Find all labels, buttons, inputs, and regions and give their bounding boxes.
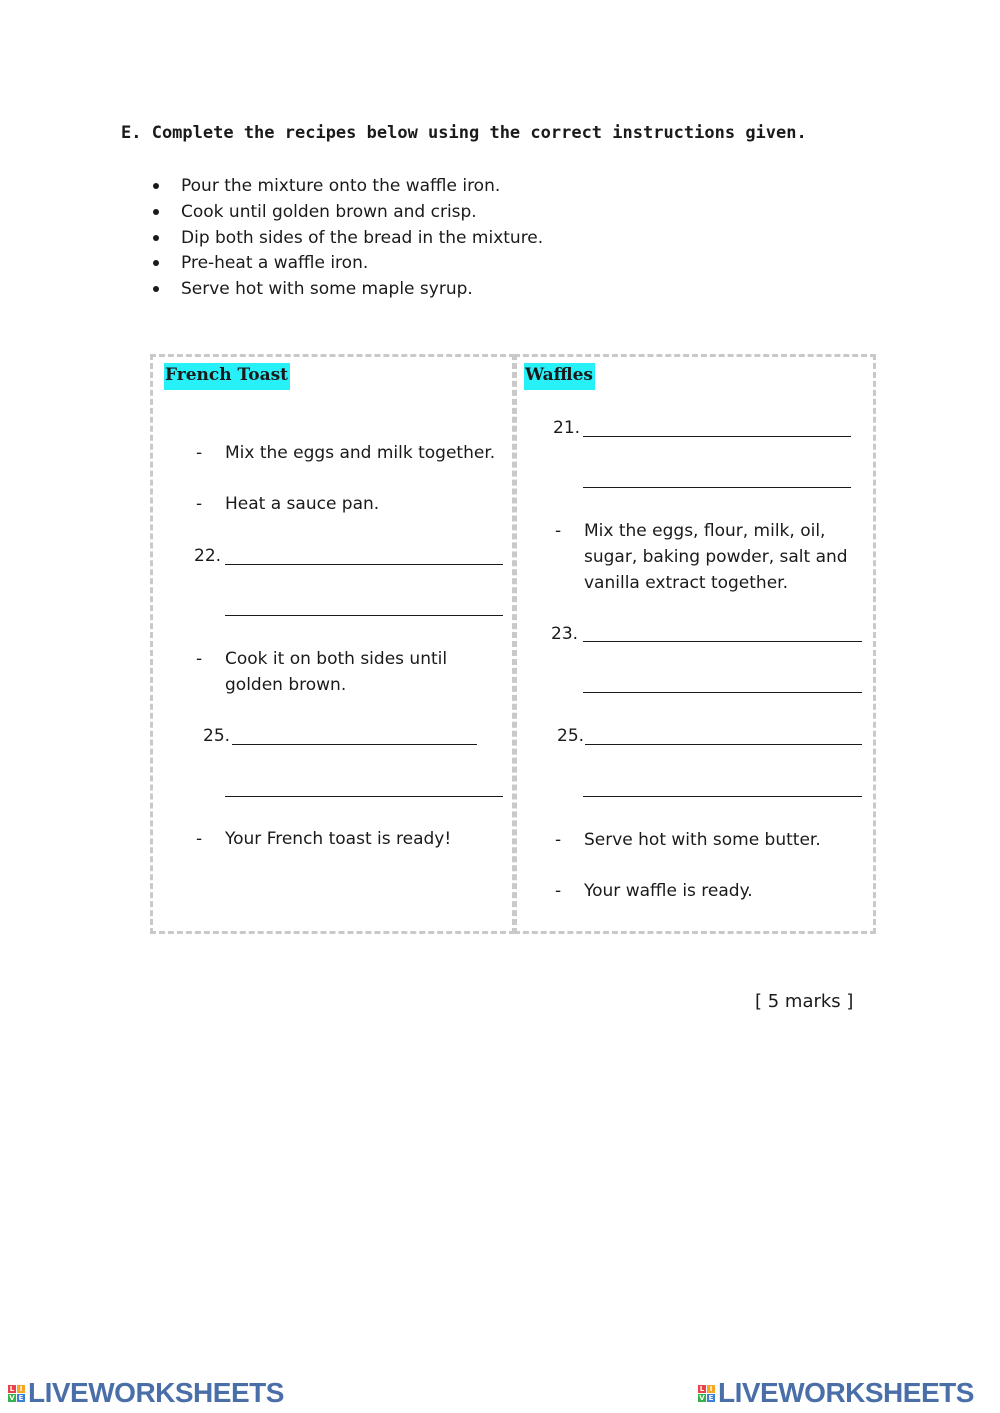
logo-block: E <box>18 1393 24 1402</box>
logo-blocks-icon <box>698 1385 715 1402</box>
answer-blank-25-waffles-line2[interactable] <box>583 796 862 797</box>
footer-logo-left[interactable] <box>8 1377 284 1409</box>
logo-block: V <box>9 1393 15 1402</box>
answer-blank-23[interactable] <box>583 641 862 642</box>
dash-bullet: - <box>196 494 203 514</box>
footer-logo-right[interactable] <box>698 1377 974 1409</box>
answer-blank-25-french-line2[interactable] <box>225 796 503 797</box>
answer-blank-22-line2[interactable] <box>225 615 503 616</box>
logo-block: I <box>707 1385 715 1393</box>
logo-block: L <box>699 1384 705 1393</box>
french-toast-step-heat: Heat a sauce pan. <box>225 494 380 514</box>
waffles-title: Waffles <box>524 363 595 390</box>
instruction-item: Pour the mixture onto the waffle iron. <box>150 174 543 200</box>
instruction-item: Dip both sides of the bread in the mixture. <box>150 226 543 252</box>
french-toast-step-cook-line1: Cook it on both sides until <box>225 649 448 669</box>
french-toast-step-mix: Mix the eggs and milk together. <box>225 443 496 463</box>
dash-bullet: - <box>196 649 203 669</box>
french-toast-title: French Toast <box>164 363 290 390</box>
waffles-step-mix-line2: sugar, baking powder, salt and <box>584 547 848 567</box>
question-number-21: 21. <box>553 418 581 438</box>
question-number-22: 22. <box>194 546 222 566</box>
answer-blank-22[interactable] <box>225 564 503 565</box>
answer-blank-25-french[interactable] <box>232 744 477 745</box>
marks-label: [ 5 marks ] <box>755 991 854 1012</box>
question-number-25-waffles: 25. <box>557 726 585 746</box>
question-number-23: 23. <box>551 624 579 644</box>
exercise-heading: E. Complete the recipes below using the correct instructions given. <box>121 123 807 143</box>
dash-bullet: - <box>555 881 562 901</box>
answer-blank-23-line2[interactable] <box>583 692 862 693</box>
dash-bullet: - <box>555 521 562 541</box>
instruction-list <box>150 174 543 303</box>
waffles-step-serve: Serve hot with some butter. <box>584 830 821 850</box>
logo-block: L <box>9 1384 15 1393</box>
waffles-step-ready: Your waffle is ready. <box>584 881 753 901</box>
answer-blank-21[interactable] <box>583 436 851 437</box>
waffles-step-mix-line1: Mix the eggs, flour, milk, oil, <box>584 521 826 541</box>
brand-name: LIVEWORKSHEETS <box>28 1377 284 1408</box>
waffles-step-mix-line3: vanilla extract together. <box>584 573 788 593</box>
logo-block: I <box>17 1385 25 1393</box>
question-number-25-french: 25. <box>203 726 231 746</box>
logo-block: E <box>708 1393 714 1402</box>
dash-bullet: - <box>196 829 203 849</box>
instruction-item: Cook until golden brown and crisp. <box>150 200 543 226</box>
dash-bullet: - <box>555 830 562 850</box>
french-toast-step-ready: Your French toast is ready! <box>225 829 452 849</box>
instruction-item: Serve hot with some maple syrup. <box>150 277 543 303</box>
logo-block: V <box>699 1393 705 1402</box>
answer-blank-21-line2[interactable] <box>583 487 851 488</box>
answer-blank-25-waffles[interactable] <box>585 744 862 745</box>
instruction-item: Pre-heat a waffle iron. <box>150 251 543 277</box>
logo-blocks-icon <box>8 1385 25 1402</box>
dash-bullet: - <box>196 443 203 463</box>
brand-name: LIVEWORKSHEETS <box>718 1377 974 1408</box>
french-toast-step-cook-line2: golden brown. <box>225 675 347 695</box>
